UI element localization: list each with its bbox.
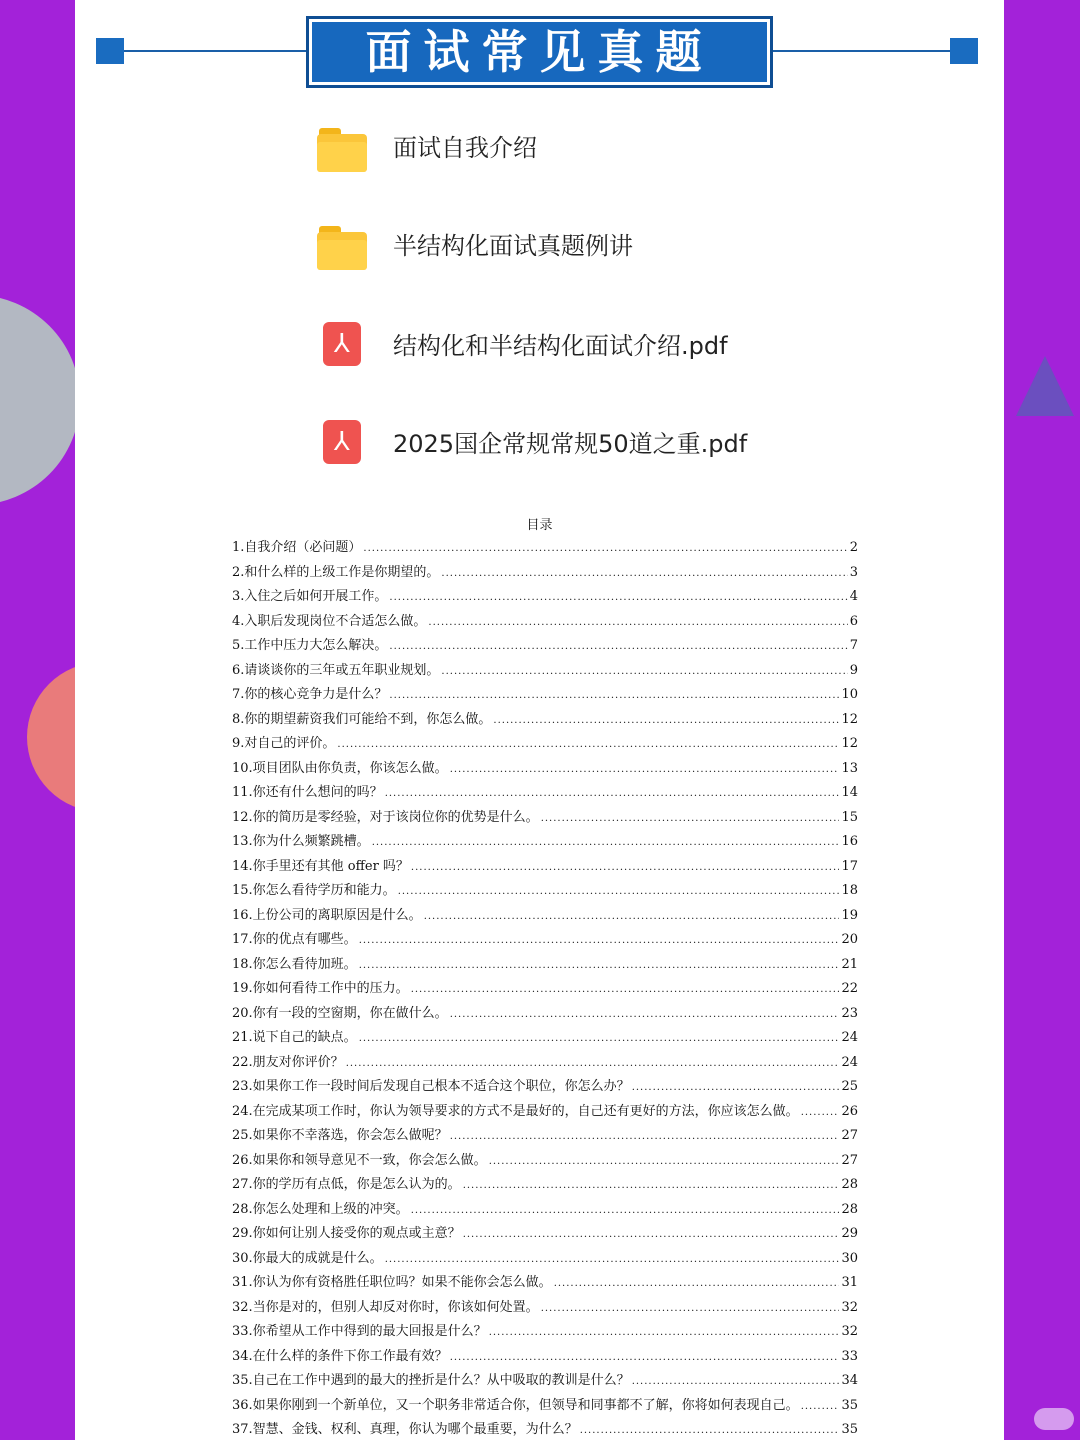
folder-icon: [317, 128, 367, 170]
toc-entry-page: 12: [841, 736, 858, 751]
toc-leader-dots: [450, 1124, 840, 1150]
toc-entry-page: 7: [849, 638, 858, 653]
toc-entry-title: 11.你还有什么想问的吗？: [232, 785, 383, 800]
toc-leader-dots: [346, 1051, 840, 1077]
toc-heading: 目录: [526, 518, 553, 533]
file-name: 2025国企常规常规50道之重.pdf: [393, 430, 748, 458]
toc-entry[interactable]: [232, 1100, 858, 1125]
toc-entry-title: 18.你怎么看待加班。: [232, 956, 357, 972]
toc-entry[interactable]: [232, 1124, 858, 1149]
toc-entry-title: 15.你怎么看待学历和能力。: [232, 883, 396, 898]
toc-entry-page: 9: [849, 662, 858, 678]
file-name: 结构化和半结构化面试介绍.pdf: [393, 332, 728, 360]
toc-entry-page: 28: [841, 1177, 858, 1192]
pdf-icon: ⅄: [323, 420, 361, 464]
toc-leader-dots: [441, 659, 847, 685]
toc-leader-dots: [337, 732, 839, 758]
toc-entry-title: 36.如果你刚到一个新单位，又一个职务非常适合你，但领导和同事都不了解，你将如何表现自己。: [232, 1397, 799, 1413]
toc-leader-dots: [411, 855, 840, 881]
toc-leader-dots: [428, 610, 847, 636]
toc-leader-dots: [359, 1026, 840, 1052]
toc-entry-page: 21: [841, 956, 858, 972]
toc-leader-dots: [554, 1271, 840, 1297]
table-of-contents: [232, 536, 858, 1440]
toc-entry-page: 31: [841, 1275, 858, 1290]
toc-leader-dots: [363, 536, 847, 562]
toc-leader-dots: [359, 953, 840, 979]
toc-entry[interactable]: [232, 585, 858, 610]
toc-entry-page: 28: [841, 1201, 858, 1217]
toc-entry-page: 3: [849, 564, 858, 580]
toc-entry[interactable]: [232, 855, 858, 880]
toc-entry-title: 31.你认为你有资格胜任职位吗？如果不能你会怎么做。: [232, 1275, 552, 1290]
toc-entry-title: 3.入住之后如何开展工作。: [232, 589, 388, 604]
toc-entry-page: 4: [849, 589, 858, 604]
toc-entry-page: 6: [849, 613, 858, 629]
file-item-folder-2[interactable]: [317, 220, 817, 280]
file-item-folder-1[interactable]: [317, 122, 817, 182]
decorative-triangle: [1016, 356, 1074, 416]
toc-leader-dots: [463, 1173, 840, 1199]
toc-entry-page: 33: [841, 1348, 858, 1364]
toc-entry[interactable]: [232, 1222, 858, 1247]
toc-entry[interactable]: [232, 928, 858, 953]
toc-entry[interactable]: [232, 806, 858, 831]
banner-square-left: [96, 38, 124, 64]
toc-leader-dots: [411, 977, 840, 1003]
toc-entry-page: 10: [841, 687, 858, 702]
toc-entry-page: 20: [841, 932, 858, 947]
toc-entry-page: 2: [849, 540, 858, 555]
toc-entry-title: 12.你的简历是零经验，对于该岗位你的优势是什么。: [232, 809, 539, 825]
toc-entry-title: 32.当你是对的，但别人却反对你时，你该如何处置。: [232, 1299, 539, 1315]
toc-leader-dots: [801, 1394, 840, 1420]
toc-leader-dots: [493, 708, 839, 734]
banner-line-left: [110, 50, 310, 52]
toc-entry-page: 26: [841, 1103, 858, 1119]
toc-entry-title: 20.你有一段的空窗期，你在做什么。: [232, 1005, 448, 1021]
toc-entry-title: 34.在什么样的条件下你工作最有效？: [232, 1348, 448, 1364]
watermark-badge: [1034, 1408, 1074, 1430]
document-page: [75, 0, 1004, 1440]
toc-entry-title: 5.工作中压力大怎么解决。: [232, 638, 388, 653]
file-name: 面试自我介绍: [393, 134, 537, 162]
toc-entry[interactable]: [232, 1271, 858, 1296]
toc-entry[interactable]: [232, 1345, 858, 1370]
toc-entry-page: 18: [841, 883, 858, 898]
toc-leader-dots: [541, 806, 840, 832]
toc-leader-dots: [450, 1002, 840, 1028]
toc-entry-page: 32: [841, 1299, 858, 1315]
toc-entry[interactable]: [232, 536, 858, 561]
toc-entry-page: 12: [841, 711, 858, 727]
toc-entry-title: 19.你如何看待工作中的压力。: [232, 981, 409, 996]
toc-entry[interactable]: [232, 708, 858, 733]
toc-entry[interactable]: [232, 1149, 858, 1174]
toc-entry-title: 9.对自己的评价。: [232, 736, 336, 751]
toc-entry-title: 33.你希望从工作中得到的最大回报是什么？: [232, 1324, 487, 1339]
toc-entry-page: 35: [841, 1397, 858, 1413]
title-banner: [306, 16, 773, 88]
toc-entry-title: 2.和什么样的上级工作是你期望的。: [232, 564, 440, 580]
toc-entry-page: 27: [841, 1152, 858, 1168]
toc-entry-title: 6.请谈谈你的三年或五年职业规划。: [232, 662, 440, 678]
toc-leader-dots: [389, 585, 847, 611]
toc-entry[interactable]: [232, 1296, 858, 1321]
toc-entry[interactable]: [232, 732, 858, 757]
file-item-pdf-1[interactable]: [317, 320, 817, 380]
toc-leader-dots: [801, 1100, 840, 1126]
toc-entry-title: 21.说下自己的缺点。: [232, 1030, 357, 1045]
decorative-gray-circle: [0, 295, 80, 505]
toc-entry-title: 27.你的学历有点低，你是怎么认为的。: [232, 1177, 461, 1192]
toc-entry[interactable]: [232, 683, 858, 708]
toc-entry-page: 13: [841, 760, 858, 776]
toc-entry[interactable]: [232, 561, 858, 586]
toc-entry-page: 17: [841, 858, 858, 874]
pdf-icon: ⅄: [323, 322, 361, 366]
toc-entry-page: 16: [841, 834, 858, 849]
toc-entry[interactable]: [232, 977, 858, 1002]
toc-entry-title: 30.你最大的成就是什么。: [232, 1250, 383, 1266]
toc-entry-page: 29: [841, 1226, 858, 1241]
toc-leader-dots: [489, 1149, 840, 1175]
toc-entry-page: 15: [841, 809, 858, 825]
toc-entry-title: 13.你为什么频繁跳槽。: [232, 834, 370, 849]
toc-leader-dots: [450, 1345, 840, 1371]
toc-entry[interactable]: [232, 781, 858, 806]
toc-entry-page: 14: [841, 785, 858, 800]
toc-entry-page: 27: [841, 1128, 858, 1143]
toc-entry[interactable]: [232, 1247, 858, 1272]
file-item-pdf-2[interactable]: [317, 418, 817, 478]
toc-entry[interactable]: [232, 1418, 858, 1440]
toc-entry-title: 17.你的优点有哪些。: [232, 932, 357, 947]
toc-entry-page: 25: [841, 1079, 858, 1094]
toc-leader-dots: [398, 879, 840, 905]
toc-entry-page: 22: [841, 981, 858, 996]
toc-entry-title: 1.自我介绍（必问题）: [232, 540, 362, 555]
toc-leader-dots: [385, 1247, 840, 1273]
toc-entry[interactable]: [232, 659, 858, 684]
toc-entry-title: 26.如果你和领导意见不一致，你会怎么做。: [232, 1152, 487, 1168]
toc-leader-dots: [424, 904, 840, 930]
toc-entry[interactable]: [232, 879, 858, 904]
toc-entry[interactable]: [232, 1198, 858, 1223]
toc-entry-title: 35.自己在工作中遇到的最大的挫折是什么？从中吸取的教训是什么？: [232, 1373, 630, 1388]
toc-entry-title: 37.智慧、金钱、权利、真理，你认为哪个最重要，为什么？: [232, 1422, 578, 1437]
toc-entry-page: 30: [841, 1250, 858, 1266]
toc-entry[interactable]: [232, 1075, 858, 1100]
toc-entry-page: 24: [841, 1030, 858, 1045]
toc-entry[interactable]: [232, 953, 858, 978]
toc-leader-dots: [389, 634, 847, 660]
toc-entry-page: 24: [841, 1054, 858, 1070]
toc-leader-dots: [385, 781, 840, 807]
toc-entry[interactable]: [232, 1173, 858, 1198]
file-name: 半结构化面试真题例讲: [393, 232, 633, 260]
toc-entry-page: 35: [841, 1422, 858, 1437]
toc-entry[interactable]: [232, 1026, 858, 1051]
toc-entry-title: 14.你手里还有其他 offer 吗？: [232, 858, 409, 874]
toc-entry[interactable]: [232, 1369, 858, 1394]
toc-leader-dots: [441, 561, 847, 587]
toc-entry-title: 10.项目团队由你负责，你该怎么做。: [232, 760, 448, 776]
toc-leader-dots: [632, 1369, 840, 1395]
toc-leader-dots: [489, 1320, 840, 1346]
toc-entry-title: 23.如果你工作一段时间后发现自己根本不适合这个职位，你怎么办？: [232, 1079, 630, 1094]
toc-entry-page: 23: [841, 1005, 858, 1021]
toc-entry-title: 22.朋友对你评价？: [232, 1054, 344, 1070]
toc-entry-title: 25.如果你不幸落选，你会怎么做呢？: [232, 1128, 448, 1143]
toc-entry[interactable]: [232, 1051, 858, 1076]
toc-entry[interactable]: [232, 757, 858, 782]
toc-entry-title: 4.入职后发现岗位不合适怎么做。: [232, 613, 427, 629]
toc-entry-title: 16.上份公司的离职原因是什么。: [232, 907, 422, 923]
toc-leader-dots: [359, 928, 840, 954]
toc-entry-page: 19: [841, 907, 858, 923]
toc-leader-dots: [389, 683, 839, 709]
toc-entry[interactable]: [232, 1320, 858, 1345]
toc-leader-dots: [411, 1198, 840, 1224]
toc-leader-dots: [450, 757, 840, 783]
toc-entry-title: 7.你的核心竞争力是什么？: [232, 687, 388, 702]
banner-line-right: [771, 50, 966, 52]
toc-entry[interactable]: [232, 1002, 858, 1027]
toc-entry[interactable]: [232, 634, 858, 659]
toc-leader-dots: [372, 830, 840, 856]
toc-entry-title: 8.你的期望薪资我们可能给不到，你怎么做。: [232, 711, 492, 727]
toc-entry[interactable]: [232, 830, 858, 855]
folder-icon: [317, 226, 367, 268]
toc-leader-dots: [463, 1222, 840, 1248]
toc-leader-dots: [580, 1418, 840, 1440]
page-title: 面试常见真题: [365, 25, 714, 79]
toc-entry[interactable]: [232, 610, 858, 635]
toc-entry[interactable]: [232, 904, 858, 929]
toc-leader-dots: [632, 1075, 840, 1101]
toc-entry-title: 29.你如何让别人接受你的观点或主意？: [232, 1226, 461, 1241]
toc-entry-title: 28.你怎么处理和上级的冲突。: [232, 1201, 409, 1217]
toc-entry[interactable]: [232, 1394, 858, 1419]
banner-square-right: [950, 38, 978, 64]
toc-entry-title: 24.在完成某项工作时，你认为领导要求的方式不是最好的，自己还有更好的方法，你应该怎么做。: [232, 1103, 799, 1119]
toc-leader-dots: [541, 1296, 840, 1322]
toc-entry-page: 34: [841, 1373, 858, 1388]
toc-entry-page: 32: [841, 1324, 858, 1339]
